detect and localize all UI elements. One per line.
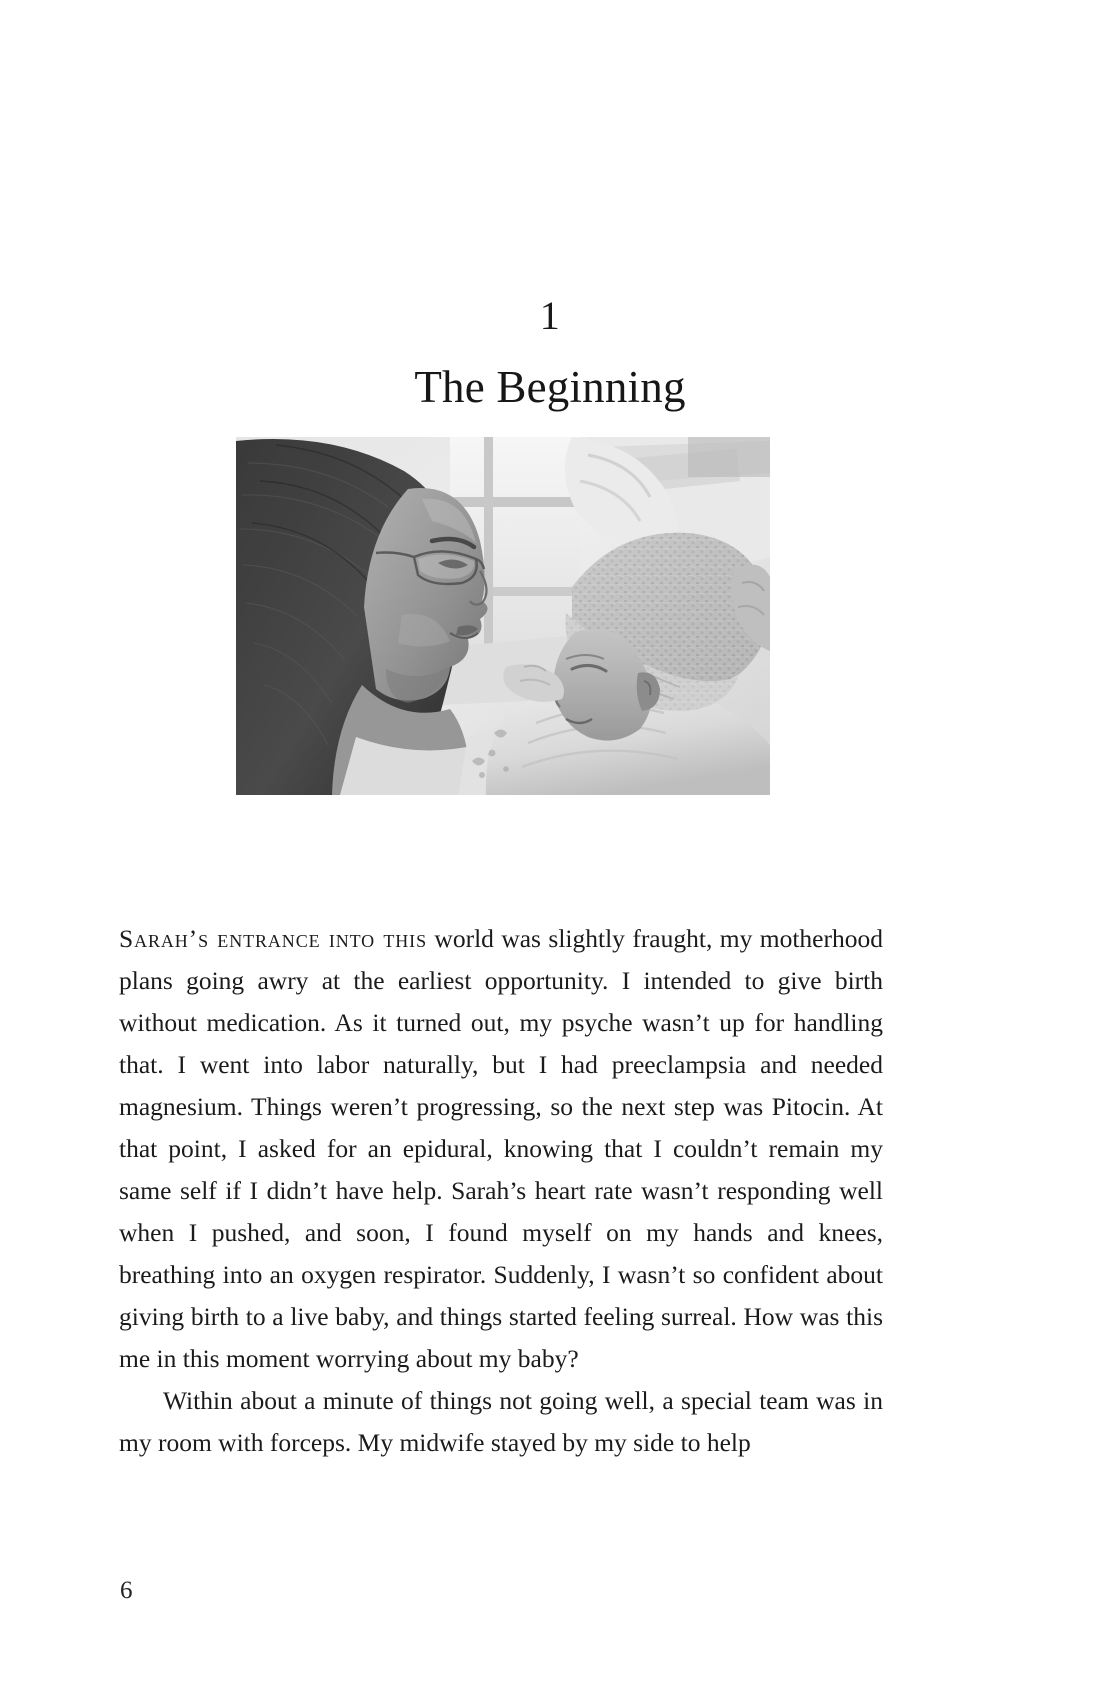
page-number: 6 [120, 1577, 133, 1604]
chapter-body [119, 918, 883, 1464]
body-paragraph-1-text: world was slightly fraught, my motherhood plans going awry at the earliest opportunity. I intended to give birth without medication. As it turned out, my psyche wasn’t up for handling that. I went into labor naturally, but I had preeclampsia and needed magnesium. Things weren’t progressing, so the next step was Pitocin. At that point, I asked for an epidural, knowing that I couldn’t remain my same self if I didn’t have help. Sarah’s heart rate wasn’t responding well when I pushed, and soon, I found myself on my hands and knees, breathing into an oxygen respirator. Suddenly, I wasn’t so confident about giving birth to a live baby, and things started feeling surreal. How was this me in this moment worrying about my baby? [119, 924, 883, 1373]
chapter-number: 1 [539, 293, 561, 338]
opening-smallcaps: Sarah’s entrance into this [119, 924, 427, 953]
mother-and-newborn-photo [236, 437, 770, 795]
chapter-title: The Beginning [414, 362, 686, 412]
body-paragraph-1 [119, 918, 883, 1380]
chapter-heading [0, 293, 1100, 412]
body-paragraph-2: Within about a minute of things not going well, a special team was in my room with forceps. My midwife stayed by my side to help [119, 1386, 883, 1457]
photo-illustration [236, 437, 770, 795]
